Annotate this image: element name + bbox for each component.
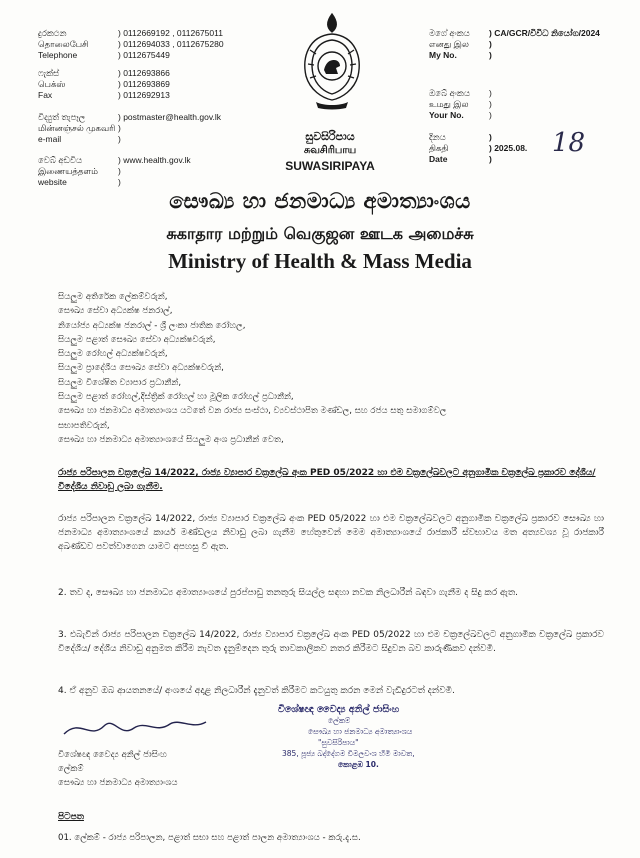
copies-item: 01. ලේකම් - රාජ්‍ය පරිපාලන, පළාත් සභා සහ පළාත් පාලන අමාත්‍යාංශය - කරු.දැ.ස. — [58, 833, 361, 843]
copies-heading: පිටපත — [58, 812, 84, 822]
contact-label: மின்னஞ்சல் முகவரி — [38, 123, 116, 133]
ref-label: உமது இல — [429, 99, 469, 109]
body-paragraph-4: 4. ඒ අනුව ඔබ ආයතනයේ/ අංශයේ අදාළ නිලධාරීන් දැනුවත් කිරීමට කටයුතු කරන මෙන් වැඩිදුරටත් දන්වමි. — [58, 686, 455, 696]
ref-value: ) CA/GCR/විවිධ නියෝග/2024 ) ) — [489, 28, 600, 60]
recipient-item: සියලුම පළාත් සෞඛ්‍ය සේවා අධ්‍යක්ෂවරුන්, — [58, 334, 216, 345]
signatory-office: සෞඛ්‍ය හා ජනමාධ්‍ය අමාත්‍යාංශය — [58, 778, 178, 788]
recipient-item: සියලුම විශේෂිත ව්‍යාපාර ප්‍රධානීන්, — [58, 377, 182, 388]
ref-label: Date — [429, 154, 448, 164]
recipient-item: සෞඛ්‍ය හා ජනමාධ්‍ය අමාත්‍යාංශයේ සියලුම අංශ ප්‍රධානීන් වෙත, — [58, 434, 284, 445]
recipient-item: සියලුම අතිරේක ලේකම්වරුන්, — [58, 292, 168, 302]
ref-value: ) ) 2025.08. ) — [489, 132, 528, 164]
letter-subject: රාජ්‍ය පරිපාලන චක්‍රලේඛ 14/2022, රාජ්‍ය ව්‍යාපාර චක්‍රලේඛ අංක PED 05/2022 හා එම චක්‍රලේඛවලට අනුගාමික චක්‍රලේඛ ප්‍රකාරව දේශීය/ විදේශීය නිවාඩු ලබා ගැනීම. — [58, 468, 596, 492]
stamp-line: සෞඛ්‍ය හා ජනමාධ්‍ය අමාත්‍යාංශය — [308, 727, 413, 736]
ministry-title-sinhala: සෞඛ්‍ය හා ජනමාධ්‍ය අමාත්‍යාංශය — [169, 189, 471, 213]
signatory-title: ලේකම් — [58, 764, 84, 774]
stamp-line: 385, පූජ්‍ය බද්දේගම විමලවංශ හිමි මාවත, — [282, 749, 415, 758]
stamp-name: විශේෂඥ වෛද්‍ය අනිල් ජාසිංහ — [278, 704, 400, 715]
recipient-item: සියලුම ප්‍රාදේශීය සෞඛ්‍ය සේවා අධ්‍යක්ෂවරුන්, — [58, 363, 224, 374]
stamp-line: කොළඹ 10. — [338, 760, 379, 769]
brand-sinhala: සුවසිරිපාය — [305, 130, 355, 143]
contact-value: ) postmaster@health.gov.lk ) ) — [118, 112, 221, 144]
recipient-item: නියෝජ්‍ය අධ්‍යක්ෂ ජනරාල් - ශ්‍රී ලංකා ජාතික රෝහල, — [58, 320, 246, 331]
recipient-list — [58, 290, 598, 447]
body-paragraph-1: රාජ්‍ය පරිපාලන චක්‍රලේඛ 14/2022, රාජ්‍ය ව්‍යාපාර චක්‍රලේඛ අංක PED 05/2022 හා එම චක්‍රලේඛවලට අනුගාමික චක්‍රලේඛ ප්‍රකාරව සෞඛ්‍ය හා ජනමාධ්‍ය අමාත්‍යාංශයේ කාර්ය මණ්ඩලය නිවාඩු ලබා ගැනීම හේතුවෙන් මෙම අමාත්‍යාංශයේ රාජකාරී ස්වභාවය මත අත්‍යවශ්‍ය වූ රාජකාරී අඛණ්ඩව පවත්වාගෙන යාමට අපහසු වී ඇත. — [58, 514, 604, 552]
contact-value: ) 0112669192 , 0112675011 ) 0112694033 , 0112675280 ) 0112675449 — [118, 28, 224, 60]
contact-label: ෆැක්ස් — [38, 68, 60, 78]
ref-label: ඔබේ අංකය — [429, 88, 470, 98]
official-stamp — [248, 704, 458, 782]
brand-tamil: சுவசிரிபாய — [303, 145, 357, 156]
ref-label: මගේ අංකය — [429, 28, 470, 38]
contact-label: Telephone — [38, 50, 78, 60]
ministry-title-tamil: சுகாதார மற்றும் வெகுஜன ஊடக அமைச்சு — [166, 224, 474, 243]
recipient-item: සියලුම රෝහල් අධ්‍යක්ෂවරුන්, — [58, 349, 168, 360]
signatory-name: විශේෂඥ වෛද්‍ය අනිල් ජාසිංහ — [58, 750, 167, 760]
ref-your-no — [429, 88, 492, 121]
contact-label: විද්‍යුත් තැපෑල — [38, 112, 86, 122]
ministry-title-english: Ministry of Health & Mass Media — [168, 249, 472, 273]
contact-label: e-mail — [38, 134, 62, 144]
contact-value: ) 0112693866 ) 0112693869 ) 0112692913 — [118, 68, 170, 100]
contact-label: වෙබ් අඩවිය — [38, 155, 83, 165]
signatory-block — [58, 748, 178, 790]
contact-label: தொலைபேசி — [38, 39, 89, 49]
contact-label: Fax — [38, 90, 53, 100]
contact-label: දුරකථන — [38, 28, 67, 38]
recipient-item: සභාපතිවරුන්, — [58, 420, 110, 431]
ref-label: திகதி — [429, 143, 449, 153]
recipient-item: සෞඛ්‍ය සේවා අධ්‍යක්ෂ ජනරාල්, — [58, 306, 173, 317]
ref-my-no — [429, 28, 600, 61]
contact-fax — [38, 68, 170, 101]
contact-label: website — [38, 177, 67, 187]
ref-label: දිනය — [429, 132, 446, 142]
ref-label: My No. — [429, 50, 457, 60]
recipient-item: සෞඛ්‍ය හා ජනමාධ්‍ය අමාත්‍යාංශය යටතේ වන රාජ්‍ය සංස්ථා, ව්‍යවස්ථාපිත මණ්ඩල, සහ රජය සතු සමාගම්වල — [58, 406, 447, 417]
contact-label: பெக்ஸ் — [38, 79, 66, 89]
body-paragraph-2: 2. තව ද, සෞඛ්‍ය හා ජනමාධ්‍ය අමාත්‍යාංශයේ පුරප්පාඩු තනතුරු සියල්ල සඳහා නවක නිලධාරීන් බඳවා ගැනීම ද සිදු කර ඇත. — [58, 588, 519, 598]
ref-value: ) ) ) — [489, 88, 492, 120]
contact-value: ) www.health.gov.lk ) ) — [118, 155, 191, 187]
handwritten-date-day: 18 — [552, 128, 586, 158]
contact-telephone — [38, 28, 224, 61]
ref-label: எனது இல — [429, 39, 469, 49]
contact-label: இணையத்தளம் — [38, 166, 98, 176]
ref-label: Your No. — [429, 110, 464, 120]
brand-english: SUWASIRIPAYA — [285, 159, 375, 173]
signature-icon — [60, 712, 210, 742]
body-paragraph-3: 3. එබැවින් රාජ්‍ය පරිපාලන චක්‍රලේඛ 14/2022, රාජ්‍ය ව්‍යාපාර චක්‍රලේඛ අංක PED 05/2022 හා එම චක්‍රලේඛවලට අනුගාමික චක්‍රලේඛ ප්‍රකාරව විදේශීය/ දේශීය නිවාඩු අනුමත කිරීම නැවත දැනුම්දෙන තුරු තාවකාලිකව නතර කිරීමට සිදුවන බව කාරුණිකව දන්වමි. — [58, 630, 604, 654]
recipient-item: සියලුම පළාත් රෝහල්,දිස්ත්‍රික් රෝහල් හා මූලික රෝහල් ප්‍රධානීන්, — [58, 392, 294, 403]
stamp-line: "සුවසිරිපාය" — [318, 738, 359, 747]
ref-date — [429, 132, 527, 165]
sri-lanka-emblem-icon — [296, 10, 368, 110]
stamp-line: ලේකම් — [328, 716, 351, 725]
